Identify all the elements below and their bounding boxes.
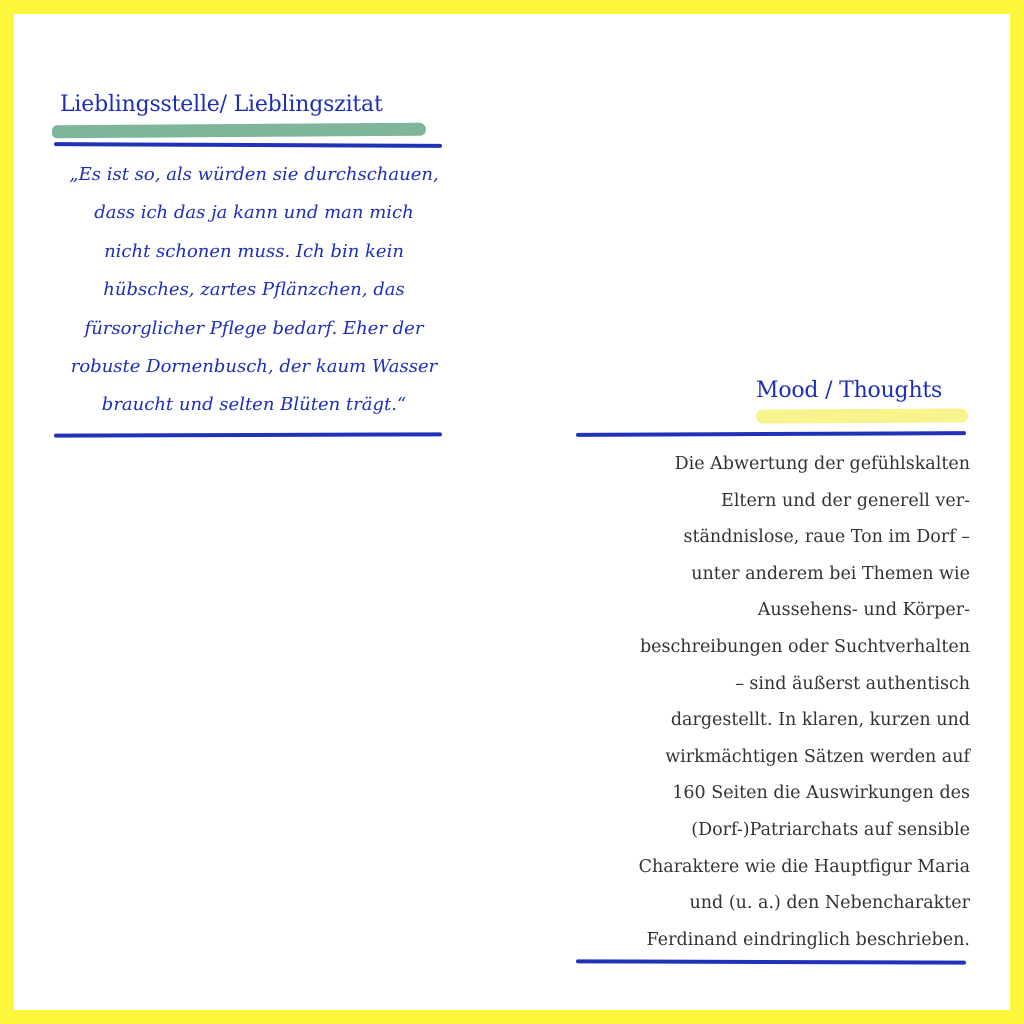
thoughts-line: Aussehens- und Körper- — [757, 600, 970, 621]
quote-line: fürsorglicher Pflege bedarf. Eher der — [84, 317, 424, 339]
thoughts-line: 160 Seiten die Auswirkungen des — [672, 783, 970, 804]
thoughts-line: unter anderem bei Themen wie — [691, 563, 970, 584]
mood-thoughts-heading: Mood / Thoughts — [756, 378, 943, 403]
mood-thoughts-text — [560, 446, 970, 958]
quote-line: hübsches, zartes Pflänzchen, das — [103, 279, 405, 301]
thoughts-line: (Dorf-)Patriarchats auf sensible — [691, 819, 970, 840]
yellow-highlight-marker — [756, 408, 968, 423]
thoughts-line: Die Abwertung der gefühlskalten — [674, 454, 970, 474]
quote-line: nicht schonen muss. Ich bin kein — [104, 240, 404, 262]
thoughts-line: und (u. a.) den Nebencharakter — [689, 893, 970, 914]
favorite-quote-heading: Lieblingsstelle/ Lieblingszitat — [60, 92, 383, 117]
thoughts-line: Eltern und der generell ver- — [721, 490, 970, 511]
quote-line: robuste Dornenbusch, der kaum Wasser — [70, 356, 438, 378]
thoughts-line: beschreibungen oder Suchtverhalten — [639, 636, 970, 657]
quote-line: dass ich das ja kann und man mich — [94, 202, 414, 224]
quote-line: braucht und selten Blüten trägt.“ — [101, 394, 407, 416]
thoughts-line: Ferdinand eindringlich beschrieben. — [646, 929, 970, 950]
thoughts-line: – sind äußerst authentisch — [735, 673, 970, 694]
thoughts-line: ständnislose, raue Ton im Dorf – — [683, 527, 970, 548]
thoughts-line: wirkmächtigen Sätzen werden auf — [665, 746, 970, 767]
thoughts-line: Charaktere wie die Hauptfigur Maria — [638, 856, 970, 877]
green-highlight-marker — [52, 123, 426, 139]
quote-line: „Es ist so, als würden sie durchschauen, — [69, 164, 439, 185]
favorite-quote-text — [40, 156, 468, 425]
thoughts-line: dargestellt. In klaren, kurzen und — [670, 710, 970, 731]
